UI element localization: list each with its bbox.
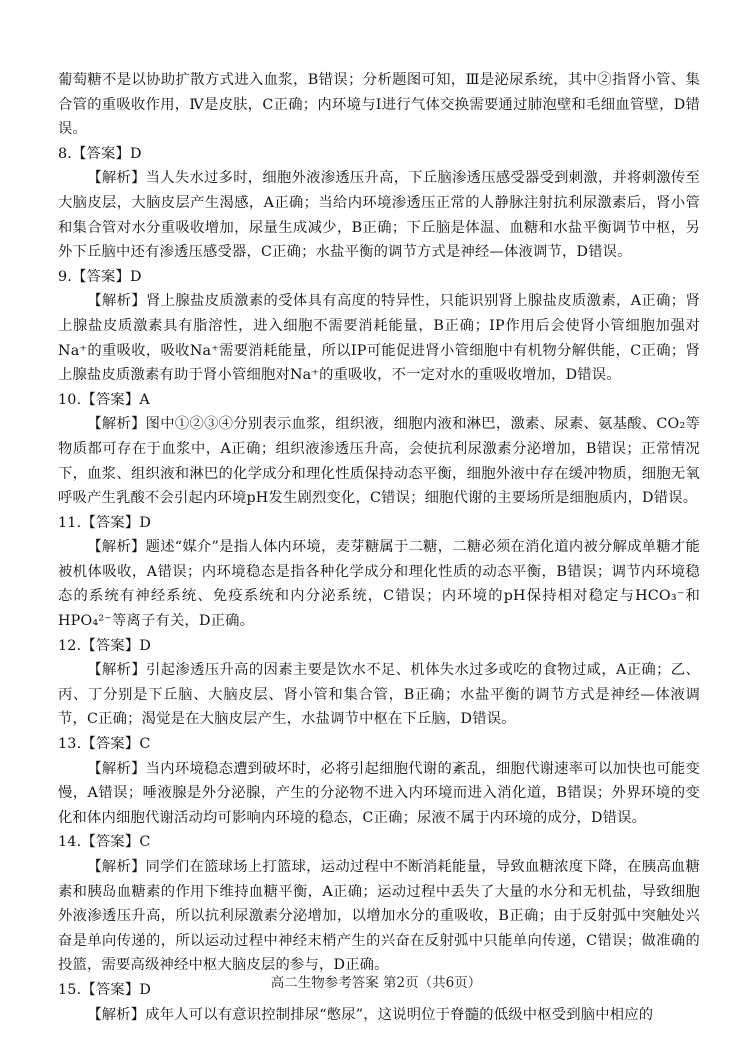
page-footer: 高二生物参考答案 第2页（共6页） (270, 975, 482, 991)
explanation-10: 【解析】图中①②③④分别表示血浆，组织液，细胞内液和淋巴，激素、尿素、氨基酸、CO₂等物质都可存在于血浆中，A正确；组织液渗透压升高，会使抗利尿激素分泌增加，B错误；正常情况下，血浆、组织液和淋巴的化学成分和理化性质保持动态平衡，细胞外液中存在缓冲物质，细胞无氧呼吸产生乳酸不会引起内环境pH发生剧烈变化，C错误；细胞代谢的主要场所是细胞质内，D错误。 (58, 416, 700, 507)
paragraph-continuation: 葡萄糖不是以协助扩散方式进入血浆，B错误；分析题图可知，Ⅲ是泌尿系统，其中②指肾小管、集合管的重吸收作用，Ⅳ是皮肤，C正确；内环境与Ⅰ进行气体交换需要通过肺泡壁和毛细血管壁，D错误。 (58, 72, 700, 138)
answer-9: 9.【答案】D (58, 268, 142, 285)
explanation-12: 【解析】引起渗透压升高的因素主要是饮水不足、机体失水过多或吃的食物过咸，A正确；乙、丙、丁分别是下丘脑、大脑皮层、肾小管和集合管，B正确；水盐平衡的调节方式是神经—体液调节，C正确；渴觉是在大脑皮层产生，水盐调节中枢在下丘脑，D错误。 (58, 662, 700, 728)
answer-13: 13.【答案】C (58, 736, 151, 753)
answer-12: 12.【答案】D (58, 637, 151, 654)
explanation-8: 【解析】当人失水过多时，细胞外液渗透压升高，下丘脑渗透压感受器受到刺激，并将刺激传至大脑皮层，大脑皮层产生渴感，A正确；当给内环境渗透压正常的人静脉注射抗利尿激素后，肾小管和集合管对水分重吸收增加，尿量生成减少，B正确；下丘脑是体温、血糖和水盐平衡调节中枢，另外下丘脑中还有渗透压感受器，C正确；水盐平衡的调节方式是神经—体液调节，D错误。 (58, 170, 700, 261)
explanation-14: 【解析】同学们在篮球场上打篮球，运动过程中不断消耗能量，导致血糖浓度下降，在胰高血糖素和胰岛血糖素的作用下维持血糖平衡，A正确；运动过程中丢失了大量的水分和无机盐，导致细胞外液渗透压升高，所以抗利尿激素分泌增加，以增加水分的重吸收，B正确；由于反射弧中突触处兴奋是单向传递的，所以运动过程中神经末梢产生的兴奋在反射弧中只能单向传递，C错误；做准确的投篮，需要高级神经中枢大脑皮层的参与，D正确。 (58, 859, 700, 974)
answer-15: 15.【答案】D (58, 981, 151, 998)
explanation-15: 【解析】成年人可以有意识控制排尿“憋尿”，这说明位于脊髓的低级中枢受到脑中相应的 (87, 1006, 654, 1023)
answer-11: 11.【答案】D (58, 514, 151, 531)
explanation-13: 【解析】当内环境稳态遭到破坏时，必将引起细胞代谢的紊乱，细胞代谢速率可以加快也可能变慢，A错误；唾液腺是外分泌腺，产生的分泌物不进入内环境而进入消化道，B错误；外界环境的变化和体内细胞代谢活动均可影响内环境的稳态，C正确；尿液不属于内环境的成分，D错误。 (58, 760, 700, 826)
explanation-9: 【解析】肾上腺盐皮质激素的受体具有高度的特异性，只能识别肾上腺盐皮质激素，A正确；肾上腺盐皮质激素具有脂溶性，进入细胞不需要消耗能量，B正确；IP作用后会使肾小管细胞加强对Na⁺的重吸收，吸收Na⁺需要消耗能量，所以IP可能促进肾小管细胞中有机物分解供能，C正确；肾上腺盐皮质激素有助于肾小管细胞对Na⁺的重吸收，不一定对水的重吸收增加，D错误。 (58, 293, 700, 384)
answer-8: 8.【答案】D (58, 145, 142, 162)
explanation-11: 【解析】题述“媒介”是指人体内环境，麦芽糖属于二糖，二糖必须在消化道内被分解成单糖才能被机体吸收，A错误；内环境稳态是指各种化学成分和理化性质的动态平衡，B错误；调节内环境稳态的系统有神经系统、免疫系统和内分泌系统，C错误；内环境的pH保持相对稳定与HCO₃⁻和HPO₄²⁻等离子有关，D正确。 (58, 539, 700, 630)
answer-14: 14.【答案】C (58, 834, 151, 851)
answer-10: 10.【答案】A (58, 391, 150, 408)
